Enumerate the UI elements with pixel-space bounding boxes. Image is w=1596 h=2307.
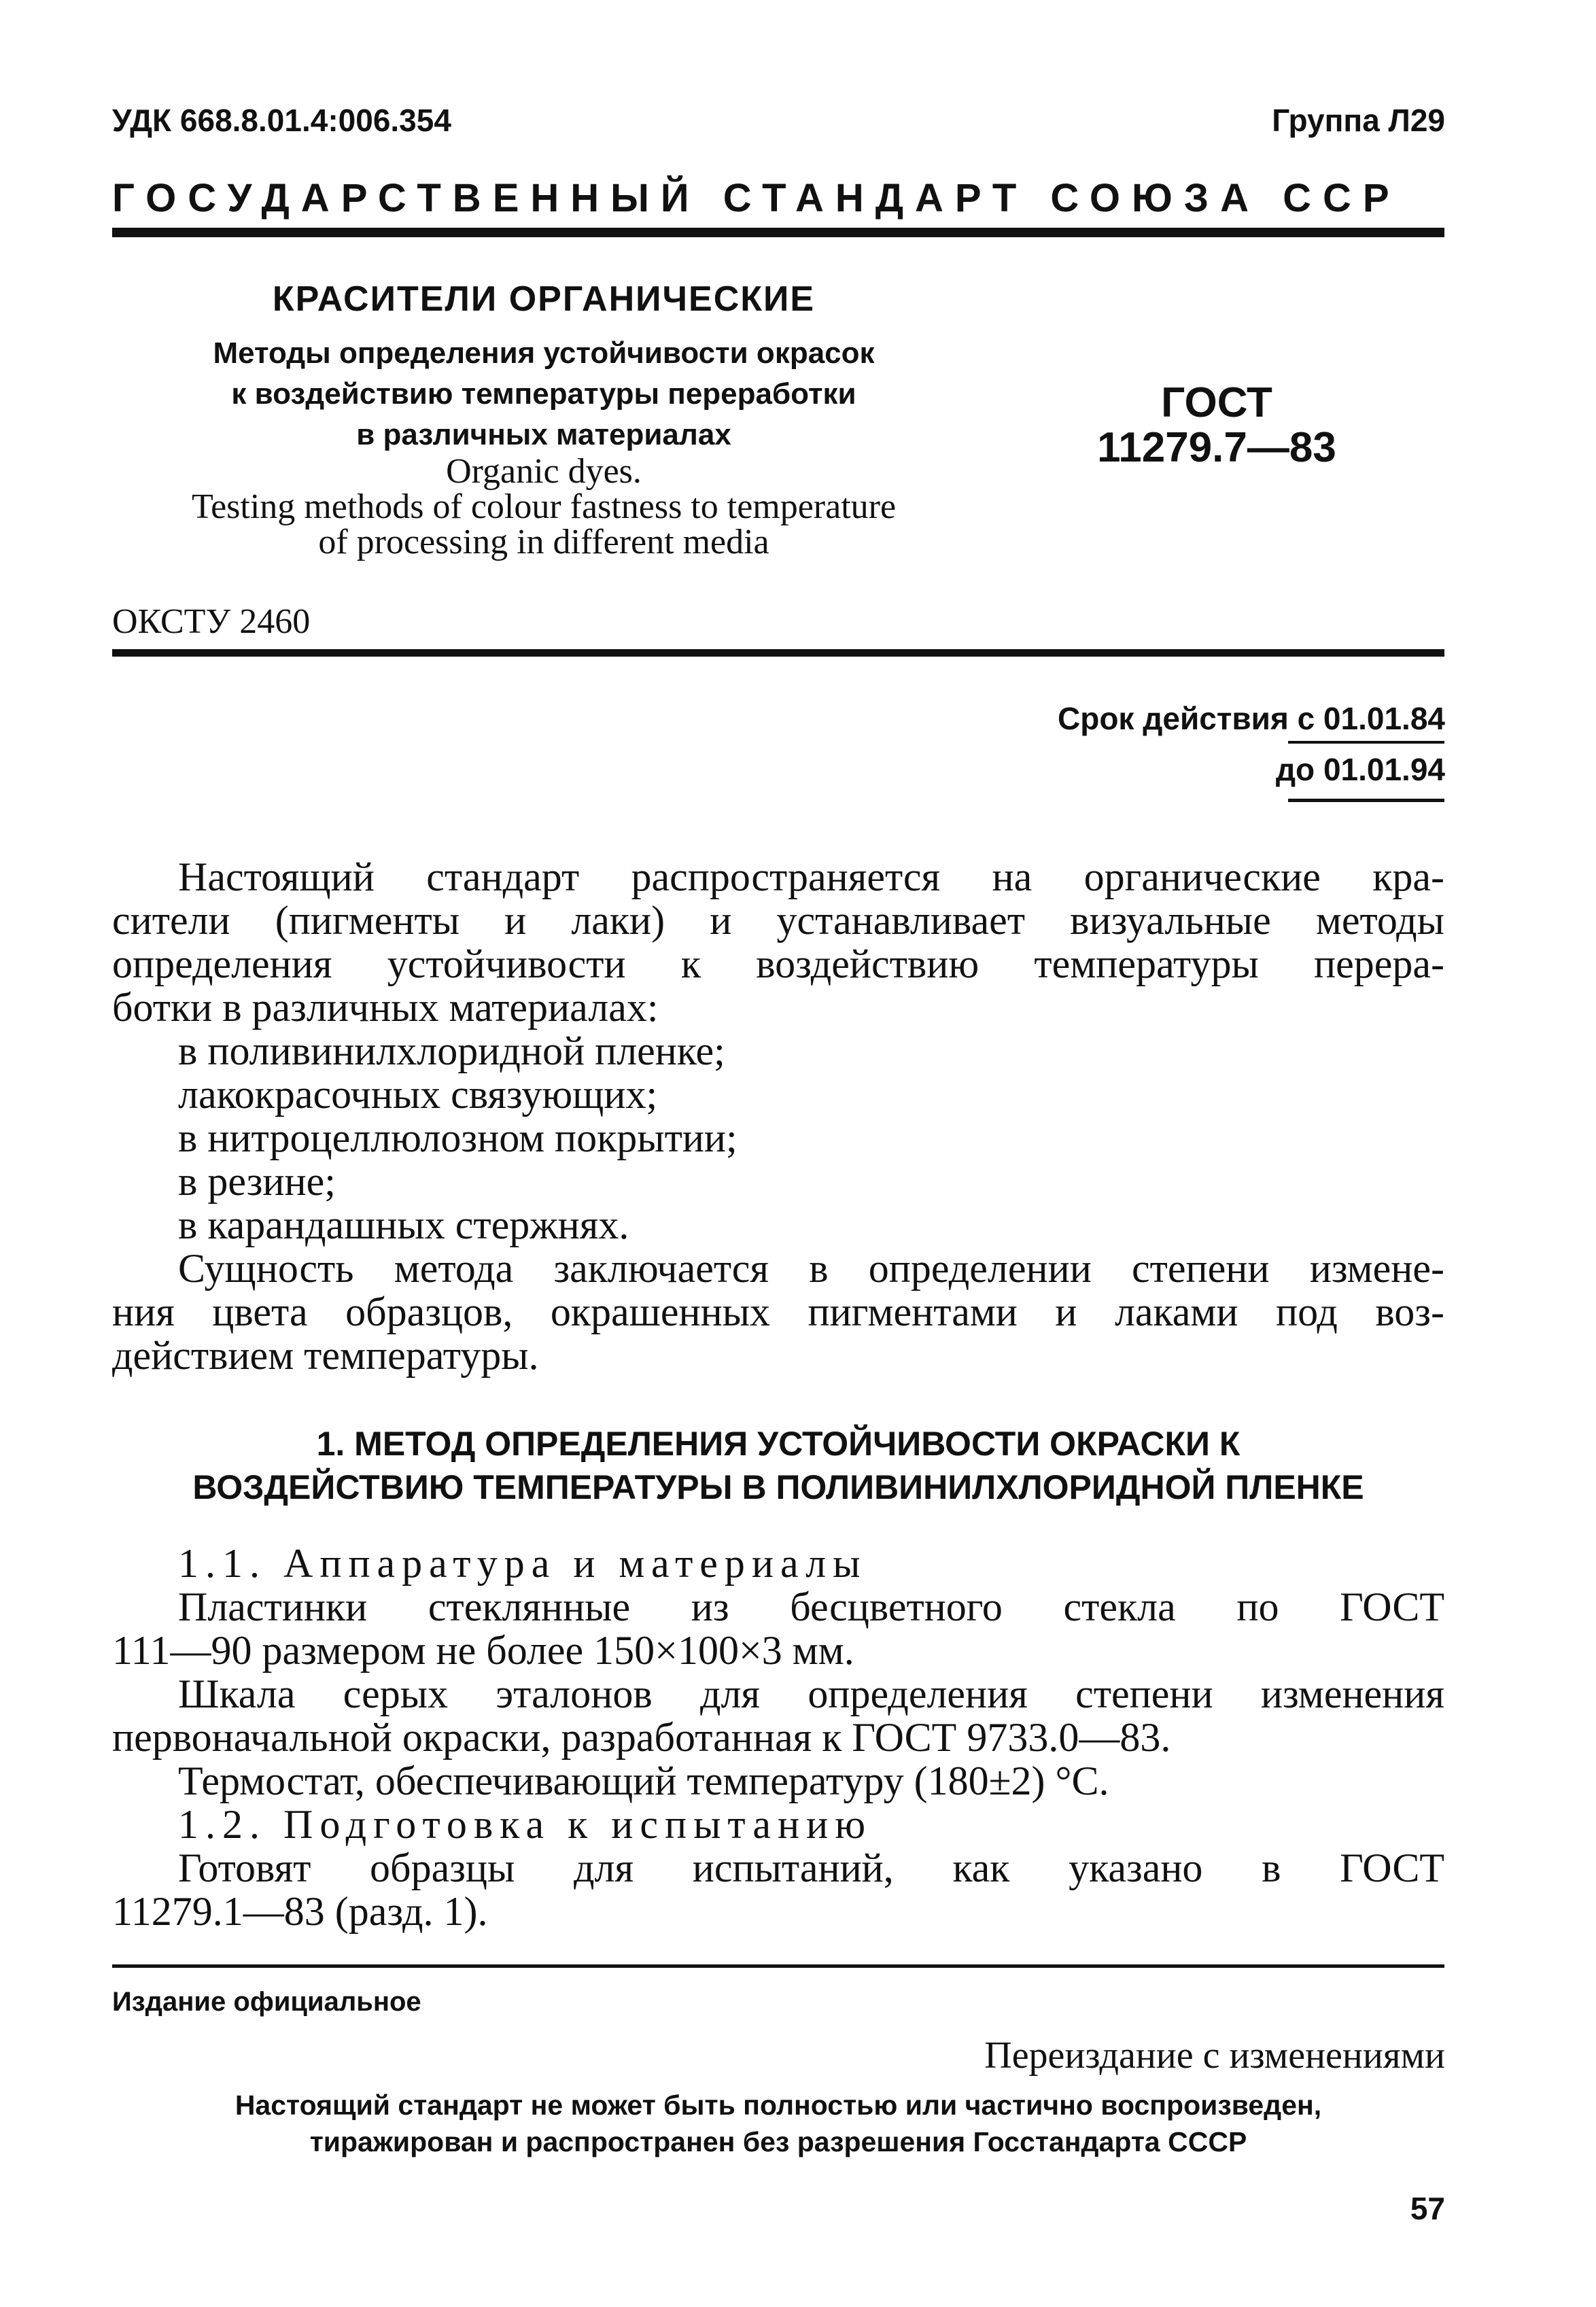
gost-label: ГОСТ [1161,379,1272,426]
thermostat-line: Термостат, обеспечивающий температуру (180±2) °С. [178,1758,1109,1803]
group-code: Группа Л29 [1272,103,1445,138]
page-number: 57 [1410,2191,1445,2226]
scale-line: первоначальной окраски, разработанная к ГОСТ 9733.0—83. [112,1715,1171,1760]
section-heading-line: 1. МЕТОД ОПРЕДЕЛЕНИЯ УСТОЙЧИВОСТИ ОКРАСКИ К [316,1425,1241,1463]
header-rule [112,228,1444,237]
title-rule [112,649,1444,657]
subtitle-line: к воздействию температуры переработки [231,377,856,411]
intro-line: ботки в различных материалах: [112,985,659,1030]
copyright-line: Настоящий стандарт не может быть полностью или частично воспроизведен, [235,2089,1322,2121]
section-heading-line: ВОЗДЕЙСТВИЮ ТЕМПЕРАТУРЫ В ПОЛИВИНИЛХЛОРИДНОЙ ПЛЕНКЕ [192,1468,1364,1506]
english-line: of processing in different media [318,523,769,561]
essence-line: ния цвета образцов, окрашенных пигментами и лаками под воз- [112,1289,1444,1334]
preparation-line: Готовят образцы для испытаний, как указано в ГОСТ [178,1845,1444,1890]
list-item: в резине; [178,1159,336,1204]
validity-to: до 01.01.94 [1275,752,1445,787]
copyright-notice [112,2087,1444,2160]
scale-line: Шкала серых эталонов для определения степени изменения [178,1671,1444,1716]
subsection-title-preparation: 1.2. Подготовка к испытанию [178,1802,873,1847]
validity-rule-bottom [1288,799,1444,802]
section-heading [112,1422,1444,1509]
english-line: Organic dyes. [446,452,642,491]
footer-rule [112,1964,1444,1968]
english-line: Testing methods of colour fastness to temperature [191,487,897,526]
document-title: КРАСИТЕЛИ ОРГАНИЧЕСКИЕ [272,279,816,319]
subtitle-line: Методы определения устойчивости окрасок [213,336,875,370]
intro-line: определения устойчивости к воздействию температуры перера- [112,941,1444,986]
subtitle-ru [112,333,975,455]
list-item: в карандашных стержнях. [178,1202,629,1247]
essence-line: действием температуры. [112,1333,539,1378]
plates-line: 111—90 размером не более 150×100×3 мм. [112,1628,854,1673]
validity-from: Срок действия с 01.01.84 [1058,701,1445,736]
essence-line: Сущность метода заключается в определении степени измене- [178,1246,1444,1291]
intro-line: сители (пигменты и лаки) и устанавливает визуальные методы [112,898,1444,943]
copyright-line: тиражирован и распространен без разрешения Госстандарта СССР [309,2126,1247,2157]
state-standard-banner: ГОСУДАРСТВЕННЫЙ СТАНДАРТ СОЮЗА ССР [112,176,1401,220]
list-item: в нитроцеллюлозном покрытии; [178,1115,738,1160]
subtitle-line: в различных материалах [356,418,731,451]
udk-code: УДК 668.8.01.4:006.354 [112,103,451,138]
gost-designation [1067,381,1366,470]
intro-line: Настоящий стандарт распространяется на органические кра- [178,854,1444,899]
preparation-line: 11279.1—83 (разд. 1). [112,1889,488,1934]
official-edition: Издание официальное [112,1987,421,2017]
subsection-title-apparatus: 1.1. Аппаратура и материалы [178,1541,867,1586]
gost-number: 11279.7—83 [1097,424,1336,471]
plates-line: Пластинки стеклянные из бесцветного стекла по ГОСТ [178,1584,1444,1629]
okstu-code: ОКСТУ 2460 [112,602,311,641]
subtitle-en [112,454,975,560]
reissue-note: Переиздание с изменениями [984,2034,1445,2077]
list-item: в поливинилхлоридной пленке; [178,1028,725,1073]
list-item: лакокрасочных связующих; [178,1072,658,1117]
validity-rule-top [1288,741,1444,744]
